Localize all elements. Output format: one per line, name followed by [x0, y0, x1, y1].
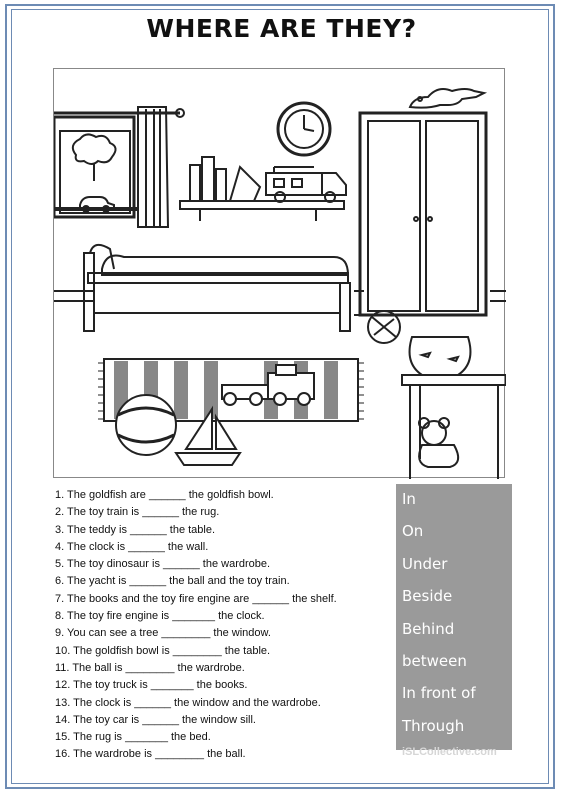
- big-ball-icon: [116, 395, 176, 455]
- books-icon: [190, 157, 260, 201]
- question-item: 2. The toy train is ______ the rug.: [55, 506, 220, 519]
- question-item: 15. The rug is _______ the bed.: [55, 731, 211, 744]
- curtain-icon: [138, 107, 168, 227]
- word-bank-item: In front of: [402, 684, 476, 702]
- word-bank: [396, 484, 512, 750]
- word-bank-item: In: [402, 490, 416, 508]
- question-item: 9. You can see a tree ________ the window.: [55, 627, 271, 640]
- toy-dinosaur-icon: [410, 89, 484, 108]
- worksheet-title: WHERE ARE THEY?: [146, 14, 417, 43]
- question-item: 10. The goldfish bowl is ________ the table.: [55, 644, 271, 657]
- question-item: 3. The teddy is ______ the table.: [55, 523, 216, 536]
- question-item: 4. The clock is ______ the wall.: [55, 540, 209, 553]
- word-bank-item: between: [402, 652, 467, 670]
- bedroom-illustration: [53, 68, 505, 478]
- word-bank-item: Behind: [402, 620, 455, 638]
- table-icon: [402, 375, 506, 479]
- question-item: 6. The yacht is ______ the ball and the toy train.: [55, 575, 290, 588]
- wardrobe-icon: [360, 113, 486, 315]
- question-item: 13. The clock is ______ the window and the wardrobe.: [55, 696, 321, 709]
- watermark: iSLCollective.com: [402, 746, 497, 758]
- question-item: 7. The books and the toy fire engine are ______ the shelf.: [55, 592, 337, 605]
- word-bank-item: Beside: [402, 587, 453, 605]
- word-bank-item: Through: [402, 717, 465, 735]
- question-item: 8. The toy fire engine is _______ the clock.: [55, 610, 265, 623]
- toy-fire-engine-icon: [266, 167, 346, 202]
- word-bank-item: On: [402, 522, 424, 540]
- question-item: 14. The toy car is ______ the window sill.: [55, 713, 256, 726]
- clock-icon: [278, 103, 330, 155]
- word-bank-item: Under: [402, 555, 448, 573]
- question-item: 11. The ball is ________ the wardrobe.: [55, 661, 245, 674]
- question-list: [55, 487, 390, 764]
- window-icon: [54, 109, 184, 217]
- question-item: 16. The wardrobe is ________ the ball.: [55, 748, 246, 761]
- question-item: 5. The toy dinosaur is ______ the wardrobe.: [55, 558, 271, 571]
- bed-icon: [84, 245, 350, 331]
- goldfish-bowl-icon: [410, 337, 471, 375]
- question-item: 1. The goldfish are ______ the goldfish bowl.: [55, 489, 274, 501]
- teddy-bear-icon: [419, 418, 458, 467]
- shelf-icon: [180, 201, 344, 221]
- question-item: 12. The toy truck is _______ the books.: [55, 679, 248, 692]
